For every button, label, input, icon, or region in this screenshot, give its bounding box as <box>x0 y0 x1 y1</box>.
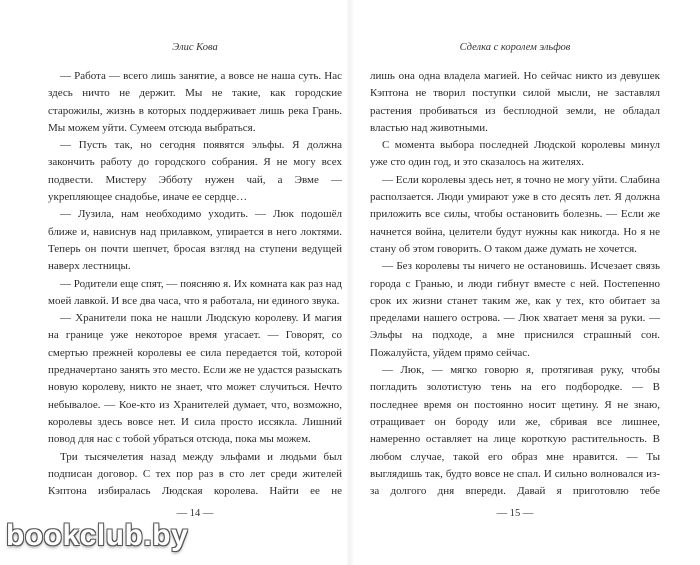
paragraph: — Люк, — мягко говорю я, протягивая руку, чтобы погладить золотистую тень на его подбородке. — В последнее время он постоянно носит щетину. Я не знаю, отращивает он бороду или же, сбривая все лишнее, намеренно оставляет на лице короткую растительность. В любом случае, такой его образ мне нравится. — Ты выглядишь так, будто вовсе не спал. И сильно волновался из-за долгого дня впереди. Давай я приготовлю тебе <box>370 364 660 498</box>
right-running-head: Сделка с королем эльфов <box>459 42 571 53</box>
paragraph-continued: лишь она одна владела магией. Но сейчас никто из девушек Кэптона не творил поступки силой мысли, не заставлял растения пробиваться из бесплодной земли, не обладал властью над животными. <box>370 70 660 134</box>
paragraph: — Работа — всего лишь занятие, а вовсе не наша суть. Нас здесь ничто не держит. Мы не такие, как городские старожилы, жизнь в которых поддерживает лишь река Грань. Мы можем уйти. Сумеем отсюда выбраться. <box>48 70 342 134</box>
paragraph: — Родители еще спят, — поясняю я. Их комната как раз над моей лавкой. И все два часа, что я работала, ни единого звука. <box>48 277 342 307</box>
paragraph: — Пусть так, но сегодня появятся эльфы. Я должна закончить работу до городского собрания. Я не могу всех подвести. Мистеру Эбботу нужен чай, а Эвме — укрепляющее снадобье, иначе ее сердце… <box>48 139 342 204</box>
right-body-text <box>370 68 660 498</box>
paragraph: — Если королевы здесь нет, я точно не могу уйти. Слабина расползается. Люди умирают уже в сто десять лет. Я должна приложить все силы, чтобы остановить болезнь. — Если же начнется война, целители будут нужны как никогда. Но я не стану об этом говорить. О таком даже думать не хочется. <box>370 173 660 255</box>
paragraph: — Без королевы ты ничего не остановишь. Исчезает связь города с Гранью, и люди гибнут вместе с ней. Постепенно срок их жизни станет таким же, как у тех, кто обитает за пределами нашего острова. — Люк хватает меня за руки. — Эльфы на подходе, а мне приснился страшный сон. Пожалуйста, уйдем прямо сейчас. <box>370 260 660 359</box>
left-body-text <box>48 68 342 498</box>
left-page-number: — 14 — <box>176 508 214 519</box>
paragraph: С момента выбора последней Людской королевы минул уже сто один год, и это сказалось на жителях. <box>370 139 660 169</box>
right-page-number: — 15 — <box>496 508 534 519</box>
paragraph: — Лузила, нам необходимо уходить. — Люк подошёл ближе и, нависнув над прилавком, упирается в него локтями. Теперь он почти шепчет, бросая взгляд на ступени ведущей наверх лестницы. <box>48 208 342 273</box>
right-page <box>350 0 700 565</box>
paragraph: — Хранители пока не нашли Людскую королеву. И магия на границе уже некоторое время угасает. — Говорят, со смертью прежней королевы ее сила передается той, которой предначертано занять это место. Если же не удастся разыскать новую королеву, никто не знает, что может случиться. Нечто небывалое. — Кое-кто из Хранителей думает, что, возможно, королевы здесь вовсе нет. И сила просто иссякла. Лишний повод для нас с тобой убраться отсюда, пока мы можем. <box>48 312 342 446</box>
site-watermark: bookclub.by <box>6 519 189 552</box>
paragraph: Три тысячелетия назад между эльфами и людьми был подписан договор. С тех пор раз в сто лет среди жителей Кэптона избиралась Людская королева. Найти ее не <box>48 450 342 498</box>
left-running-head: Элис Кова <box>172 42 218 53</box>
